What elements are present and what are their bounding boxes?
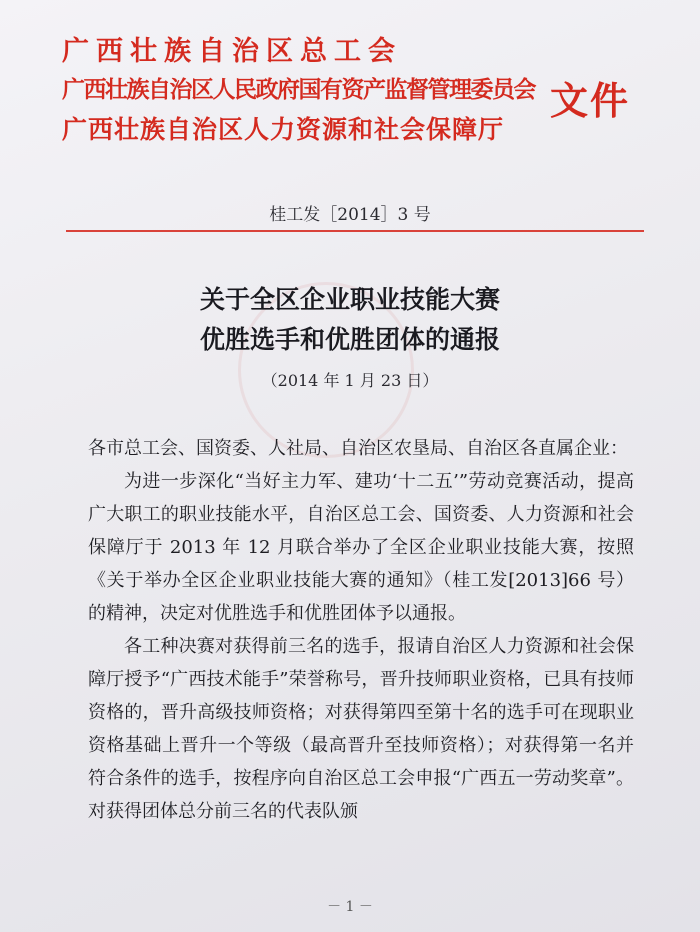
document-title [0, 280, 700, 360]
body-paragraph-2: 各工种决赛对获得前三名的选手，报请自治区人力资源和社会保障厅授予“广西技术能手”荣誉称号，晋升技师职业资格，已具有技师资格的，晋升高级技师资格；对获得第四至第十名的选手可在现职业资格基础上晋升一个等级（最高晋升至技师资格）；对获得第一名并符合条件的选手，按程序向自治区总工会申报“广西五一劳动奖章”。对获得团体总分前三名的代表队颁 [88, 636, 634, 822]
issuer-federation-of-trade-unions: 广西壮族自治区总工会 [62, 36, 402, 67]
red-divider-line [66, 230, 644, 232]
document-body [88, 432, 634, 828]
recipients-line: 各市总工会、国资委、人社局、自治区农垦局、自治区各直属企业： [88, 438, 628, 459]
title-line-1: 关于全区企业职业技能大赛 [199, 285, 500, 314]
issuer-human-resources-department: 广西壮族自治区人力资源和社会保障厅 [62, 115, 505, 144]
body-paragraph-1: 为进一步深化“当好主力军、建功‘十二五’”劳动竞赛活动，提高广大职工的职业技能水平，自治区总工会、国资委、人力资源和社会保障厅于 2013 年 12 月联合举办了全区企业职业技能大赛，按照《关于举办全区企业职业技能大赛的通知》（桂工发[2013]66 号）的精神，决定对优胜选手和优胜团体予以通报。 [88, 471, 634, 624]
document-header [62, 32, 662, 162]
title-line-2: 优胜选手和优胜团体的通报 [199, 325, 500, 354]
document-date: （2014 年 1 月 23 日） [261, 371, 439, 390]
issuer-sasac: 广西壮族自治区人民政府国有资产监督管理委员会 [62, 77, 535, 103]
document-number: 桂工发［2014］3 号 [269, 205, 431, 225]
page-number: － 1 － [327, 899, 373, 915]
document-word: 文件 [550, 79, 631, 123]
issuer-list [62, 32, 535, 149]
